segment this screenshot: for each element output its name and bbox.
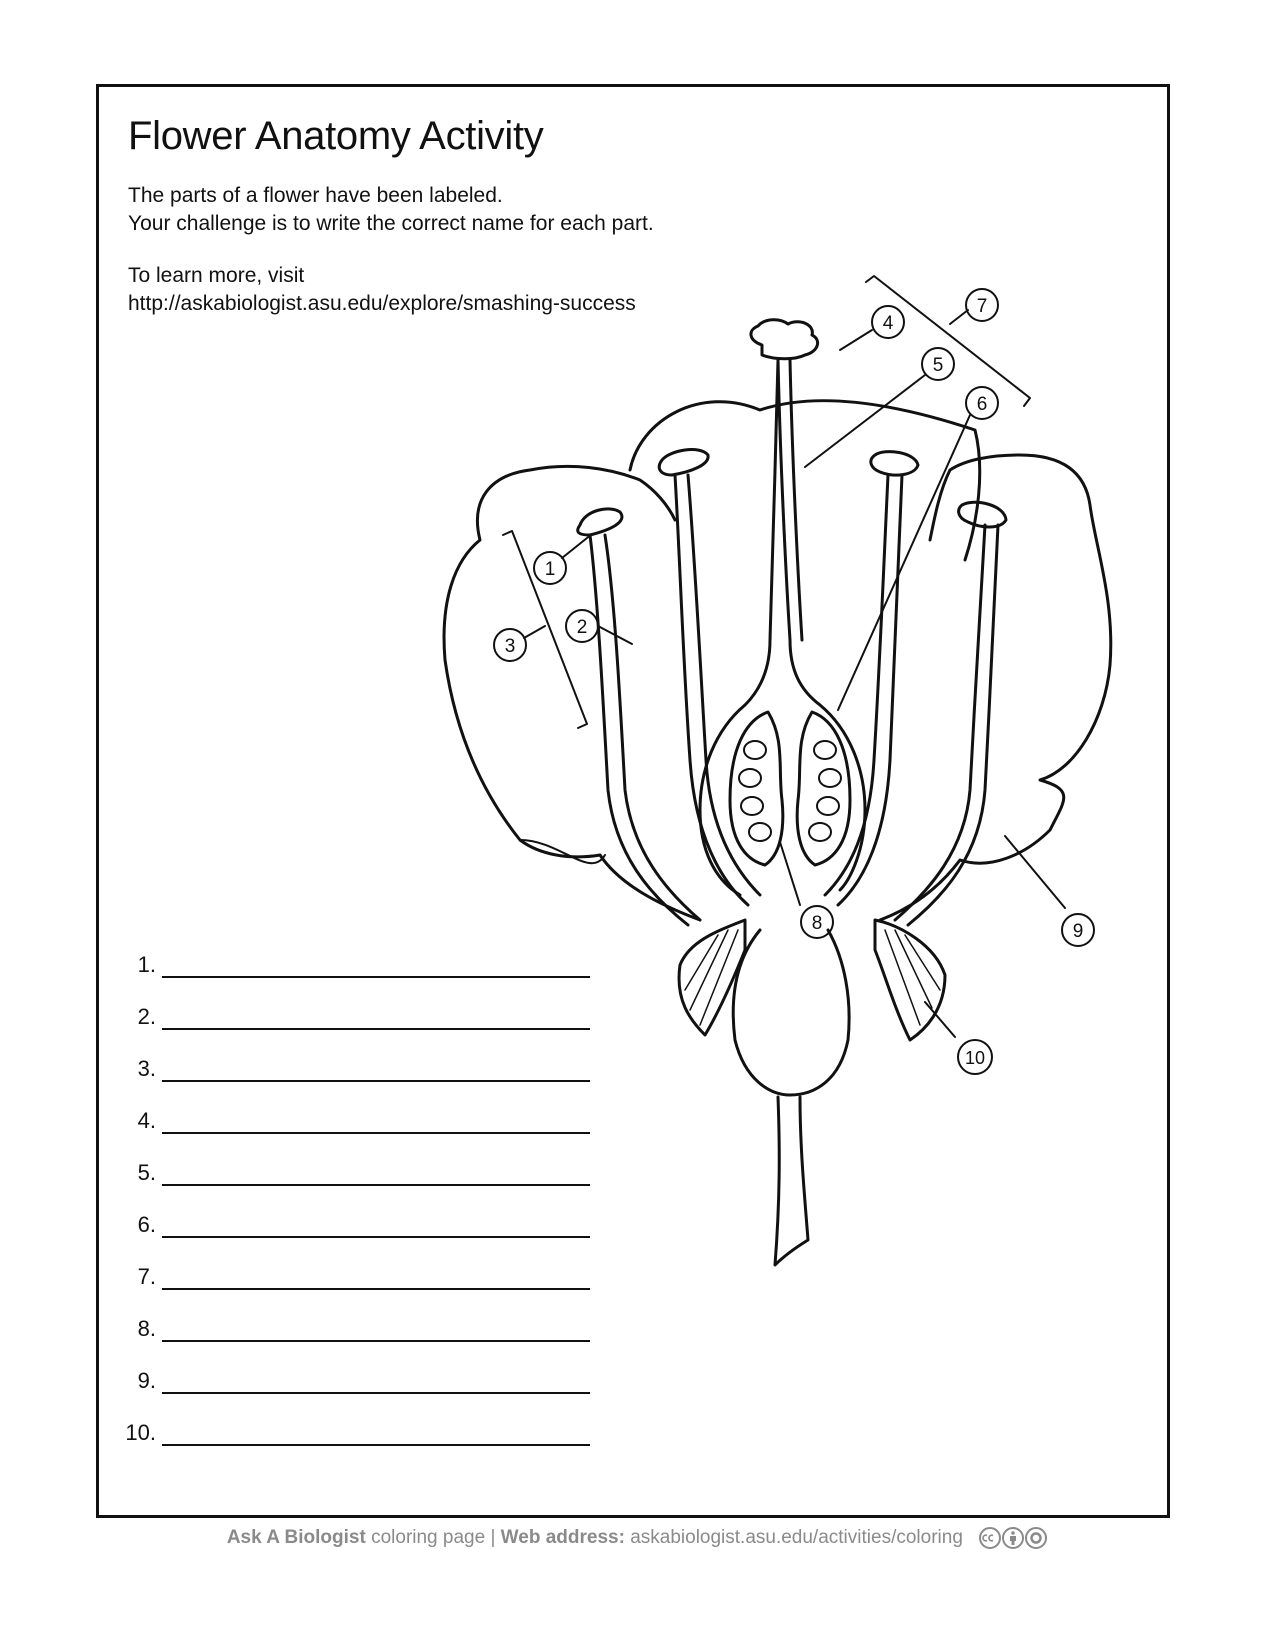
answer-number: 6. xyxy=(137,1212,156,1237)
callout-2 xyxy=(566,610,598,642)
callout-9-label: 9 xyxy=(1072,921,1084,942)
callout-1-label: 1 xyxy=(544,559,556,580)
callout-8 xyxy=(801,906,833,938)
callout-3-label: 3 xyxy=(504,636,516,657)
answer-blank[interactable] xyxy=(162,1132,590,1134)
petal-left-inner xyxy=(520,840,605,863)
ovary-outer-left xyxy=(700,360,778,895)
answer-row xyxy=(100,952,600,1004)
answer-row xyxy=(100,1108,600,1160)
answer-blank[interactable] xyxy=(162,1340,590,1342)
intro-line-2: Your challenge is to write the correct name for each part. xyxy=(128,212,654,235)
answer-blank[interactable] xyxy=(162,1444,590,1446)
callout-10-label: 10 xyxy=(964,1048,986,1068)
answer-blank[interactable] xyxy=(162,1288,590,1290)
petal-right xyxy=(880,455,1111,920)
callout-7 xyxy=(966,289,998,321)
answer-row xyxy=(100,1160,600,1212)
answer-row xyxy=(100,1212,600,1264)
answer-row xyxy=(100,1316,600,1368)
creative-commons-icon xyxy=(978,1526,1048,1550)
callout-5 xyxy=(922,348,954,380)
callout-6-label: 6 xyxy=(976,394,988,415)
petal-back-center xyxy=(630,401,980,560)
footer-brand: Ask A Biologist xyxy=(226,1527,366,1549)
answer-blank[interactable] xyxy=(162,1184,590,1186)
answer-blank[interactable] xyxy=(162,976,590,978)
footer-web-label: Web address: xyxy=(500,1527,625,1549)
answer-number: 4. xyxy=(137,1108,156,1133)
sepal-left-lines xyxy=(685,930,738,1025)
answer-row xyxy=(100,1056,600,1108)
learn-more-link[interactable]: http://askabiologist.asu.edu/explore/smashing-success xyxy=(128,292,636,315)
learn-more-text: To learn more, visit xyxy=(128,264,305,287)
answer-number: 2. xyxy=(137,1004,156,1029)
answer-blank[interactable] xyxy=(162,1080,590,1082)
ovary-chamber-right xyxy=(797,712,850,865)
callout-4 xyxy=(872,306,904,338)
callout-7-label: 7 xyxy=(976,296,988,317)
callout-3 xyxy=(494,629,526,661)
bracket-pistil xyxy=(866,276,1030,406)
callout-9 xyxy=(1062,914,1094,946)
answer-row xyxy=(100,1368,600,1420)
page-title: Flower Anatomy Activity xyxy=(128,114,544,158)
stamen-right-inner xyxy=(825,452,918,905)
callout-2-label: 2 xyxy=(576,617,588,638)
answer-row xyxy=(100,1264,600,1316)
answer-row xyxy=(100,1420,600,1472)
callout-5-label: 5 xyxy=(932,355,944,376)
callout-8-label: 8 xyxy=(811,913,823,934)
ovary-chamber-left xyxy=(730,712,783,865)
answer-number: 3. xyxy=(137,1056,156,1081)
answer-number: 9. xyxy=(137,1368,156,1393)
petal-left xyxy=(444,466,700,920)
answer-number: 7. xyxy=(137,1264,156,1289)
stigma xyxy=(751,320,818,359)
footer-web-url[interactable]: askabiologist.asu.edu/activities/coloring xyxy=(624,1527,963,1549)
callout-4-label: 4 xyxy=(882,313,894,334)
ovules xyxy=(739,741,841,841)
callout-10 xyxy=(958,1040,992,1074)
answer-blank[interactable] xyxy=(162,1028,590,1030)
page-footer xyxy=(0,1526,1275,1550)
intro-line-1: The parts of a flower have been labeled. xyxy=(128,184,503,207)
callout-1 xyxy=(534,552,566,584)
answer-number: 5. xyxy=(137,1160,156,1185)
answer-number: 8. xyxy=(137,1316,156,1341)
answer-blank[interactable] xyxy=(162,1236,590,1238)
answer-number: 1. xyxy=(137,952,156,977)
answer-number: 10. xyxy=(125,1420,156,1445)
stem xyxy=(775,1097,808,1265)
footer-text: coloring page | xyxy=(365,1527,501,1549)
answer-row xyxy=(100,1004,600,1056)
style xyxy=(778,360,865,890)
callout-6 xyxy=(966,387,998,419)
receptacle xyxy=(733,930,849,1095)
answer-blank[interactable] xyxy=(162,1392,590,1394)
answer-list xyxy=(100,952,600,1472)
